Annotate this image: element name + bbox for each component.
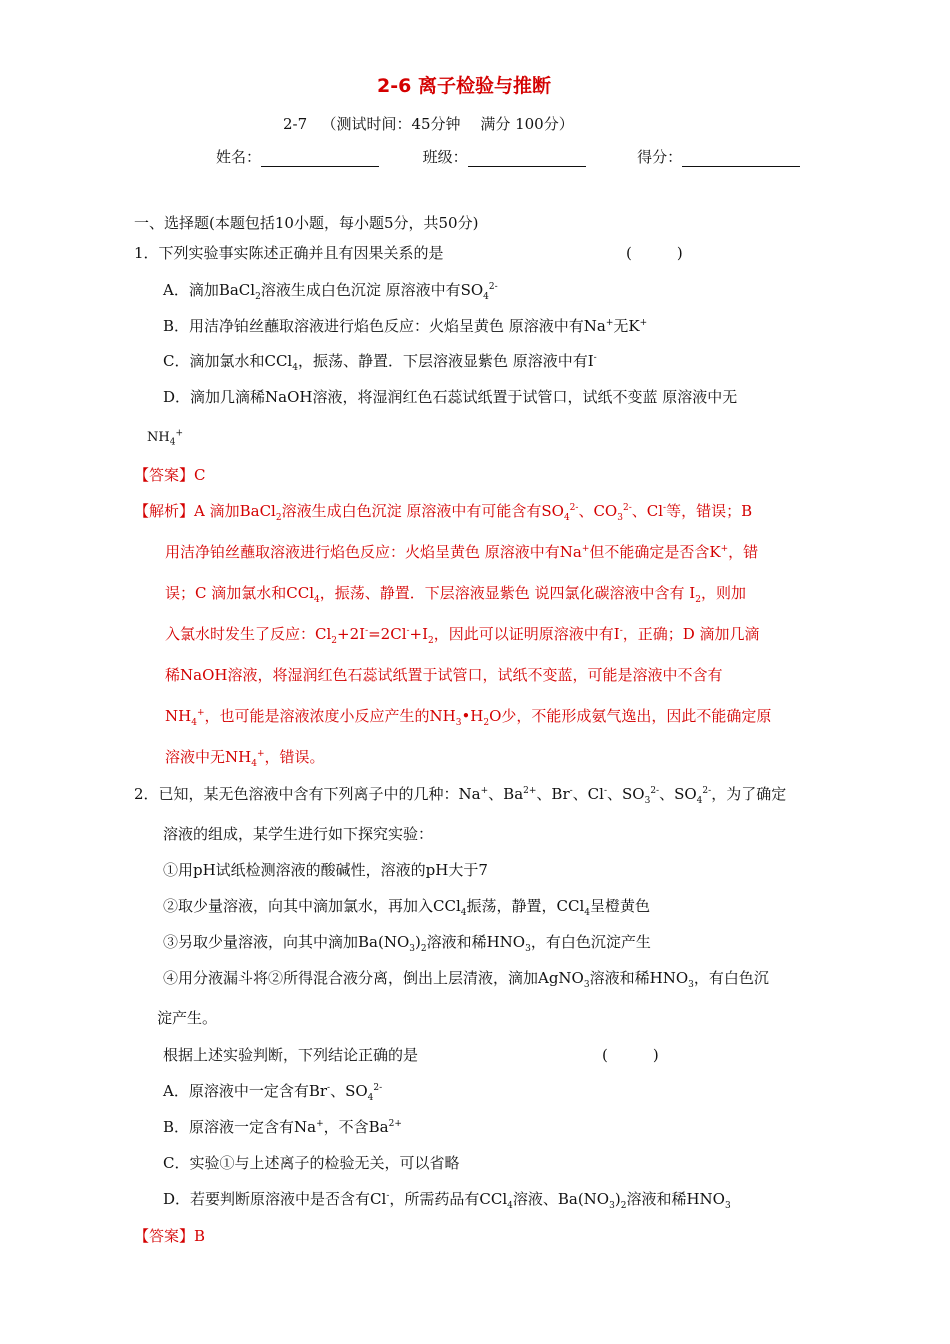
q2-step-1: ①用pH试纸检测溶液的酸碱性，溶液的pH大于7	[163, 861, 488, 879]
q1-answer-paren: ( )	[626, 244, 683, 262]
name-label: 姓名：	[216, 148, 262, 166]
q1-analysis-line-6: $NH_4^+$，也可能是溶液浓度小反应产生的$NH_3•H_2O$少，不能形成氨气逸出，因此不能确定原	[165, 707, 772, 728]
q1-analysis-line-2: 用洁净铂丝蘸取溶液进行焰色反应：火焰呈黄色 原溶液中有Na+但不能确定是否含K+，错	[165, 543, 759, 561]
q1-analysis-line-4: 入氯水时发生了反应：$Cl_2+2I^-=2Cl^-+I_2$，因此可以证明原溶液中有I-，正确；D 滴加几滴	[165, 625, 760, 646]
q2-option-d: D．若要判断原溶液中是否含有Cl-，所需药品有CCl$_4$溶液、$Ba(NO_3)_2$溶液和稀$HNO_3$	[163, 1190, 731, 1211]
q2-step-4-cont: 淀产生。	[157, 1009, 218, 1027]
score-label: 得分：	[637, 148, 683, 166]
q1-analysis-line-7: 溶液中无$NH_4^+$，错误。	[165, 748, 325, 769]
q2-stem-line-2: 溶液的组成，某学生进行如下探究实验：	[163, 825, 434, 843]
q1-analysis-line-5: 稀NaOH溶液，将湿润红色石蕊试纸置于试管口，试纸不变蓝，可能是溶液中不含有	[165, 666, 723, 684]
q2-option-c: C．实验①与上述离子的检验无关，可以省略	[163, 1154, 460, 1172]
analysis-tag: 【解析】	[134, 502, 195, 520]
q2-stem-line-1: 2．已知，某无色溶液中含有下列离子中的几种：Na+、$Ba^{2+}$、Br-、Cl-、$SO_3^{2-}$、$SO_4^{2-}$，为了确定	[134, 785, 787, 806]
class-label: 班级：	[422, 148, 468, 166]
q1-option-c: C．滴加氯水和CCl$_4$，振荡、静置．下层溶液显紫色 原溶液中有I-	[163, 352, 597, 373]
score-blank[interactable]	[682, 150, 800, 167]
q2-ask: 根据上述实验判断，下列结论正确的是	[163, 1046, 419, 1064]
q2-step-4: ④用分液漏斗将②所得混合液分离，倒出上层清液，滴加AgNO$_3$溶液和稀$HNO_3$，有白色沉	[163, 969, 769, 990]
q2-option-b: B．原溶液一定含有Na+，不含$Ba^{2+}$	[163, 1118, 402, 1136]
q1-option-d-cont: $NH_4^+$	[147, 428, 183, 448]
q1-option-b: B．用洁净铂丝蘸取溶液进行焰色反应：火焰呈黄色 原溶液中有Na+无K+	[163, 317, 648, 335]
q1-option-a: A．滴加BaCl$_2$溶液生成白色沉淀 原溶液中有$SO_4^{2-}$	[163, 281, 498, 302]
q1-analysis-line-3: 误；C 滴加氯水和CCl$_4$，振荡、静置．下层溶液显紫色 说四氯化碳溶液中含有 $I_2$，则加	[165, 584, 746, 605]
student-fields	[216, 147, 800, 167]
q2-step-3: ③另取少量溶液，向其中滴加$Ba(NO_3)_2$溶液和稀$HNO_3$，有白色沉淀产生	[163, 933, 651, 954]
q2-option-a: A．原溶液中一定含有Br-、$SO_4^{2-}$	[163, 1082, 383, 1103]
test-time-score: （测试时间：45分钟 满分 100分）	[321, 115, 574, 133]
class-blank[interactable]	[468, 150, 586, 167]
name-blank[interactable]	[261, 150, 379, 167]
q1-stem: 1．下列实验事实陈述正确并且有因果关系的是	[134, 244, 444, 262]
section-title: 一、选择题(本题包括10小题，每小题5分，共50分)	[134, 214, 479, 232]
q2-answer-paren: ( )	[602, 1046, 659, 1064]
q1-answer: 【答案】C	[134, 466, 206, 484]
q1-analysis-line-1: 【解析】A 滴加BaCl$_2$溶液生成白色沉淀 原溶液中有可能含有$SO_4^{2-}$、$CO_3^{2-}$、Cl-等，错误；B	[134, 502, 753, 523]
q1-option-d: D．滴加几滴稀NaOH溶液，将湿润红色石蕊试纸置于试管口，试纸不变蓝 原溶液中无	[163, 388, 738, 406]
test-info	[283, 114, 574, 134]
q2-step-2: ②取少量溶液，向其中滴加氯水，再加入CCl$_4$振荡，静置，CCl$_4$呈橙黄色	[163, 897, 651, 918]
test-code: 2-7	[283, 115, 308, 133]
page-title: 2-6 离子检验与推断	[377, 75, 551, 97]
q2-answer: 【答案】B	[134, 1227, 206, 1245]
